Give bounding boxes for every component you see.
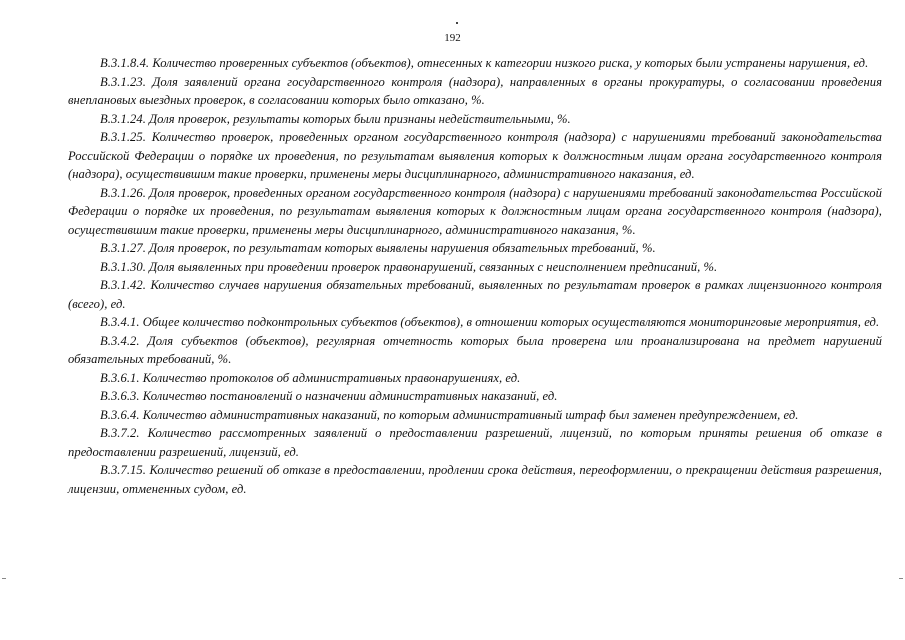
paragraph-b-3-1-30: В.3.1.30. Доля выявленных при проведении проверок правонарушений, связанных с неисполнением предписаний, %. <box>100 259 718 274</box>
paragraph-b-3-1-27: В.3.1.27. Доля проверок, по результатам которых выявлены нарушения обязательных требований, %. <box>100 241 656 255</box>
paragraph-b-3-1-25: В.3.1.25. Количество проверок, проведенных органом государственного контроля (надзора) с нарушениями требований законодательства Российской Федерации о порядке их проведения, по результатам выявления которых к должностным лицам органа государственного контроля (надзора), осуществившим такие проверки, применены меры дисциплинарного, административного наказания, ед. <box>68 130 882 181</box>
paragraph-b-3-6-4: В.3.6.4. Количество административных наказаний, по которым административный штраф был заменен предупреждением, ед. <box>100 407 799 422</box>
paragraph-b-3-7-2: В.3.7.2. Количество рассмотренных заявлений о предоставлении разрешений, лицензий, по которым приняты решения об отказе в предоставлении разрешений, лицензий, ед. <box>68 426 882 459</box>
paragraph-b-3-6-3: В.3.6.3. Количество постановлений о назначении административных наказаний, ед. <box>100 389 558 403</box>
paragraph-b-3-1-42: В.3.1.42. Количество случаев нарушения обязательных требований, выявленных по результатам проверок в рамках лицензионного контроля (всего), ед. <box>68 278 882 311</box>
paragraph-b-3-1-24: В.3.1.24. Доля проверок, результаты которых были признаны недействительными, %. <box>100 111 571 126</box>
paragraph-b-3-7-15: В.3.7.15. Количество решений об отказе в предоставлении, продлении срока действия, переоформлении, о прекращении действия разрешения, лицензии, отмененных судом, ед. <box>68 463 882 496</box>
paragraph-b-3-1-23: В.3.1.23. Доля заявлений органа государственного контроля (надзора), направленных в органы прокуратуры, о согласовании проведения внеплановых выездных проверок, в согласовании которых было отказано, %. <box>68 74 882 107</box>
scan-edge-mark <box>2 578 6 579</box>
paragraph-b-3-1-8-4: В.3.1.8.4. Количество проверенных субъектов (объектов), отнесенных к категории низкого риска, у которых были устранены нарушения, ед. <box>100 56 869 70</box>
document-body <box>68 54 882 498</box>
paragraph-b-3-6-1: В.3.6.1. Количество протоколов об административных правонарушениях, ед. <box>100 370 521 385</box>
paragraph-b-3-4-1: В.3.4.1. Общее количество подконтрольных субъектов (объектов), в отношении которых осуществляются мониторинговые мероприятия, ед. <box>100 315 880 329</box>
page-number: 192 <box>444 32 461 44</box>
paragraph-b-3-4-2: В.3.4.2. Доля субъектов (объектов), регулярная отчетность которых была проверена или проанализирована на предмет нарушений обязательных требований, %. <box>68 333 882 366</box>
scan-edge-mark <box>899 578 903 579</box>
paragraph-b-3-1-26: В.3.1.26. Доля проверок, проведенных органом государственного контроля (надзора) с нарушениями требований законодательства Российской Федерации о порядке их проведения, по результатам выявления которых к должностным лицам органа государственного контроля (надзора), осуществившим такие проверки, применены меры дисциплинарного, административного наказания, %. <box>68 185 882 237</box>
scan-speck <box>456 22 458 24</box>
